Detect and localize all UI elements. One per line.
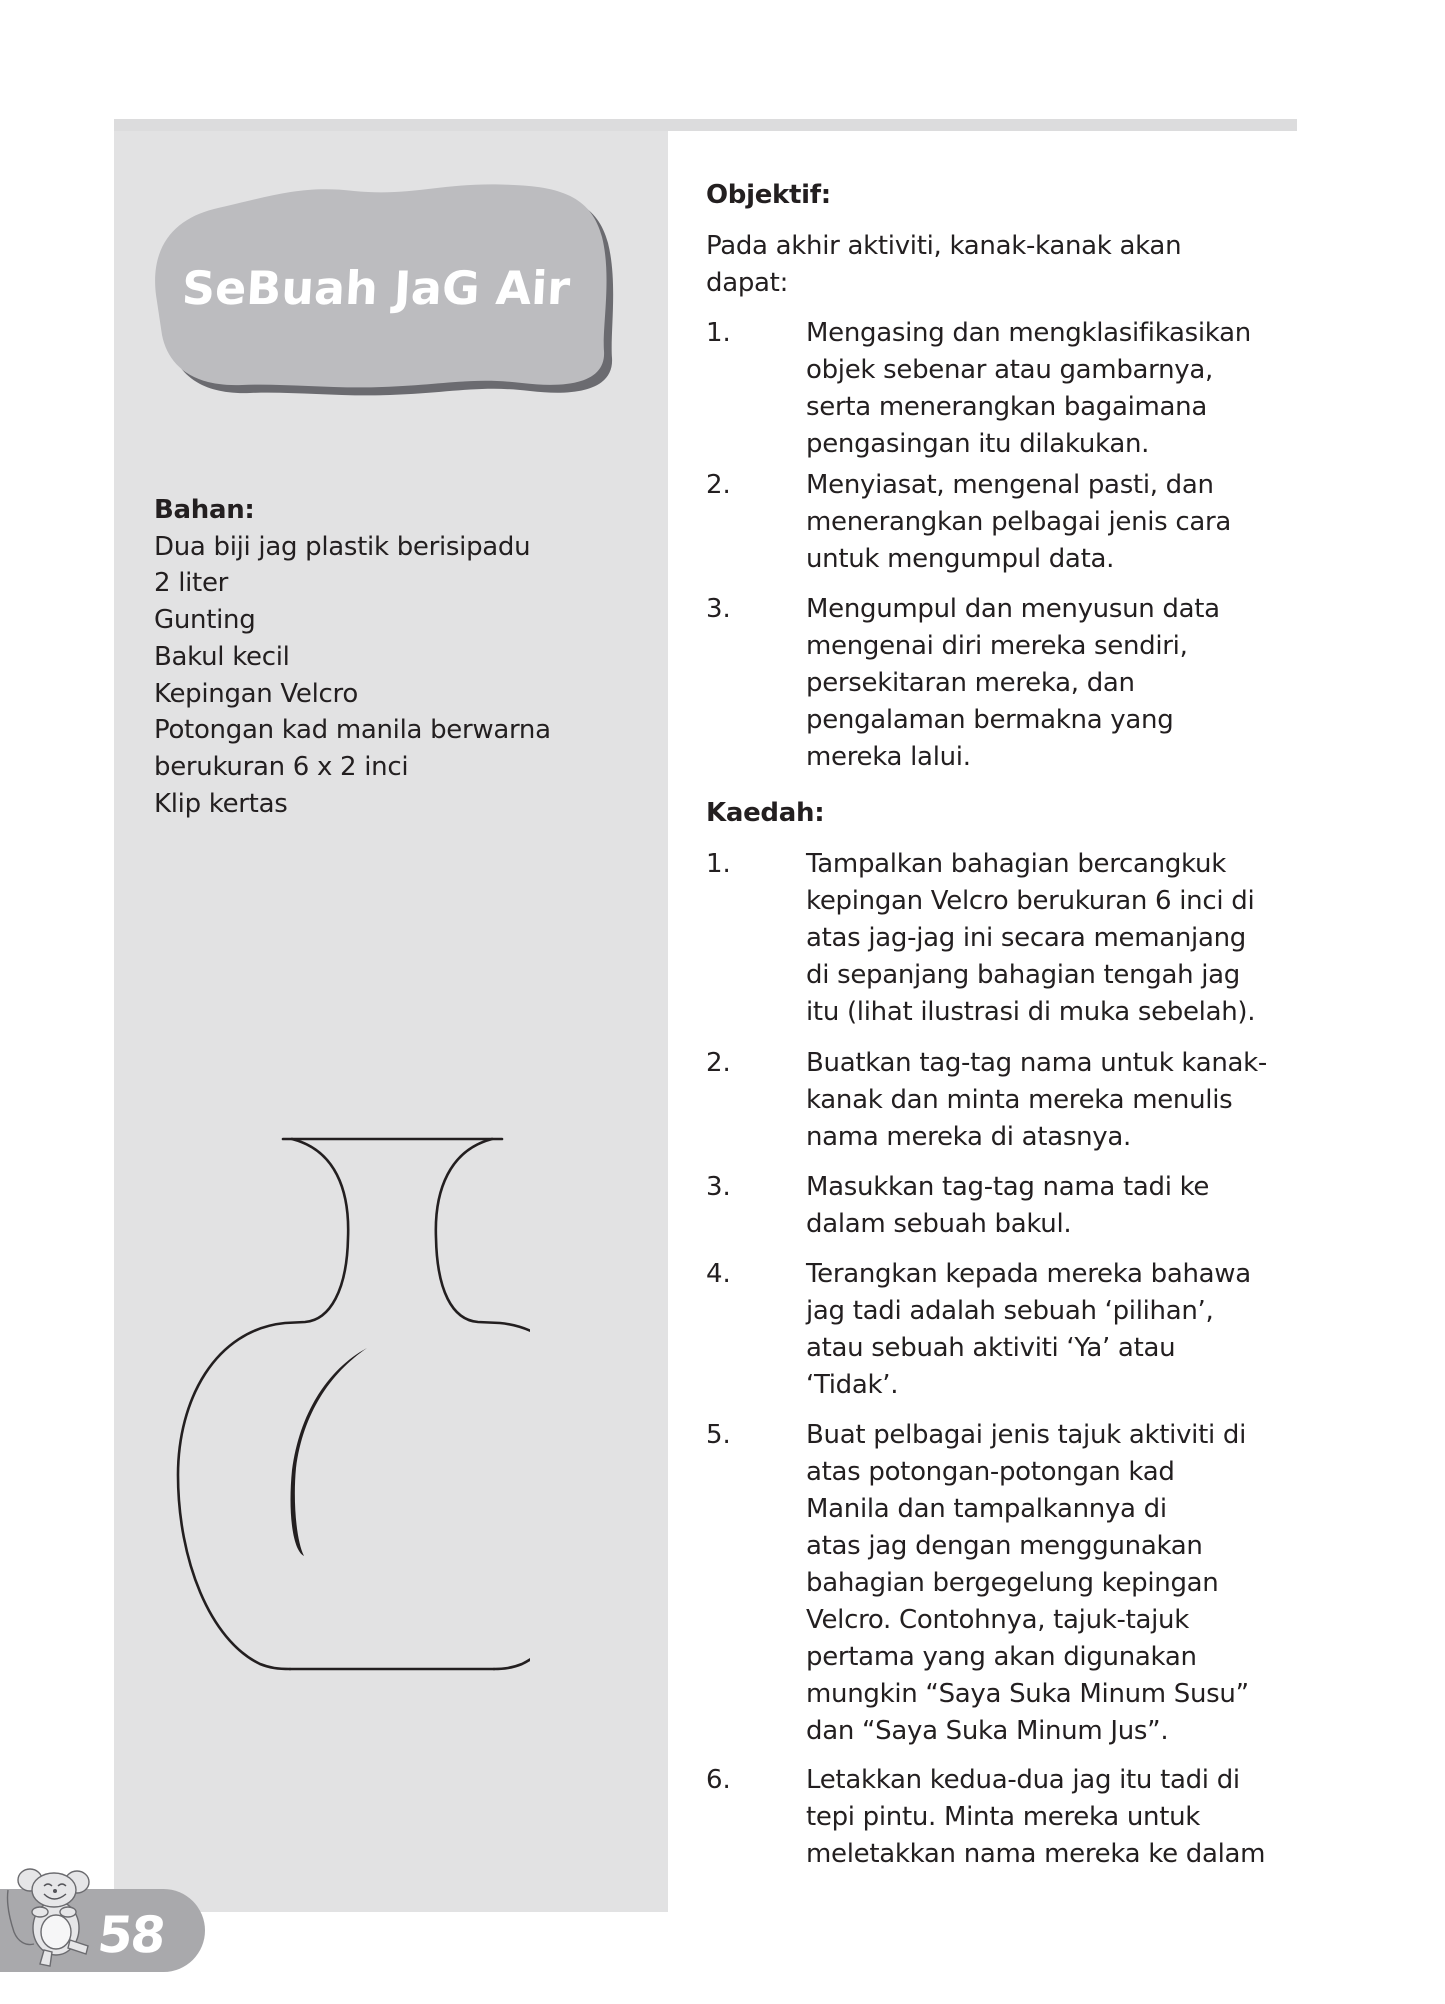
method-line: Tampalkan bahagian bercangkuk bbox=[806, 849, 1226, 879]
activity-title: SeBuah JaG Air bbox=[180, 261, 572, 315]
materials-line: berukuran 6 x 2 inci bbox=[154, 751, 409, 782]
method-line: itu (lihat ilustrasi di muka sebelah). bbox=[806, 997, 1256, 1027]
page-number: 58 bbox=[94, 1906, 167, 1964]
method-line: jag tadi adalah sebuah ‘pilihan’, bbox=[806, 1296, 1214, 1326]
method-number: 2. bbox=[706, 1048, 731, 1078]
objective-line: Menyiasat, mengenal pasti, dan bbox=[806, 470, 1214, 500]
method-number: 6. bbox=[706, 1765, 731, 1795]
method-number: 3. bbox=[706, 1172, 731, 1202]
method-number: 4. bbox=[706, 1259, 731, 1289]
method-line: kanak dan minta mereka menulis bbox=[806, 1085, 1233, 1115]
method-line: pertama yang akan digunakan bbox=[806, 1642, 1197, 1672]
objective-line: mengenai diri mereka sendiri, bbox=[806, 631, 1188, 661]
materials-line: Gunting bbox=[154, 605, 256, 636]
method-line: Buatkan tag-tag nama untuk kanak- bbox=[806, 1048, 1267, 1078]
method-line: Terangkan kepada mereka bahawa bbox=[806, 1259, 1251, 1289]
objectives-intro bbox=[706, 228, 1181, 302]
objective-line: Mengumpul dan menyusun data bbox=[806, 594, 1220, 624]
water-jug-illustration bbox=[170, 1130, 530, 1690]
objective-number: 2. bbox=[706, 470, 731, 500]
materials-heading: Bahan: bbox=[154, 495, 255, 525]
method-number: 5. bbox=[706, 1420, 731, 1450]
objective-line: pengalaman bermakna yang bbox=[806, 705, 1174, 735]
materials-line: Klip kertas bbox=[154, 788, 288, 819]
objective-line: mereka lalui. bbox=[806, 742, 971, 772]
mouse-tail bbox=[7, 1890, 34, 1945]
method-line: di sepanjang bahagian tengah jag bbox=[806, 960, 1241, 990]
method-number: 1. bbox=[706, 849, 731, 879]
method-line: Velcro. Contohnya, tajuk-tajuk bbox=[806, 1605, 1189, 1635]
objective-line: serta menerangkan bagaimana bbox=[806, 392, 1207, 422]
objective-number: 1. bbox=[706, 318, 731, 348]
mouse-hand-right bbox=[60, 1907, 76, 1917]
objectives-intro-line: dapat: bbox=[706, 268, 789, 298]
objective-line: objek sebenar atau gambarnya, bbox=[806, 355, 1213, 385]
mouse-hand-left bbox=[32, 1907, 48, 1917]
mouse-belly bbox=[41, 1915, 71, 1949]
method-line: dan “Saya Suka Minum Jus”. bbox=[806, 1716, 1169, 1746]
materials-line: 2 liter bbox=[154, 568, 229, 599]
title-banner bbox=[150, 183, 628, 401]
objective-line: Mengasing dan mengklasifikasikan bbox=[806, 318, 1251, 348]
method-line: Letakkan kedua-dua jag itu tadi di bbox=[806, 1765, 1240, 1795]
method-line: Manila dan tampalkannya di bbox=[806, 1494, 1167, 1524]
mouse-mascot-icon bbox=[0, 1860, 100, 1970]
method-line: ‘Tidak’. bbox=[806, 1370, 899, 1400]
mouse-nose bbox=[53, 1889, 57, 1893]
method-line: tepi pintu. Minta mereka untuk bbox=[806, 1802, 1201, 1832]
mouse-leg-left bbox=[40, 1950, 52, 1966]
method-heading: Kaedah: bbox=[706, 798, 825, 828]
method-line: atau sebuah aktiviti ‘Ya’ atau bbox=[806, 1333, 1176, 1363]
jug-outline-right bbox=[436, 1139, 530, 1669]
method-line: atas jag dengan menggunakan bbox=[806, 1531, 1203, 1561]
objective-line: untuk mengumpul data. bbox=[806, 544, 1115, 574]
objectives-heading: Objektif: bbox=[706, 180, 831, 210]
jug-outline-left bbox=[178, 1139, 348, 1669]
method-line: nama mereka di atasnya. bbox=[806, 1122, 1131, 1152]
method-line: mungkin “Saya Suka Minum Susu” bbox=[806, 1679, 1249, 1709]
objectives-intro-line: Pada akhir aktiviti, kanak-kanak akan bbox=[706, 231, 1182, 261]
materials-line: Dua biji jag plastik berisipadu bbox=[154, 531, 531, 562]
top-decorative-bar bbox=[114, 119, 1297, 131]
method-line: dalam sebuah bakul. bbox=[806, 1209, 1072, 1239]
materials-line: Potongan kad manila berwarna bbox=[154, 715, 551, 746]
method-line: atas jag-jag ini secara memanjang bbox=[806, 923, 1246, 953]
jug-highlight-curve bbox=[291, 1348, 368, 1556]
objective-number: 3. bbox=[706, 594, 731, 624]
method-line: atas potongan-potongan kad bbox=[806, 1457, 1175, 1487]
method-line: Masukkan tag-tag nama tadi ke bbox=[806, 1172, 1210, 1202]
method-line: kepingan Velcro berukuran 6 inci di bbox=[806, 886, 1255, 916]
materials-section bbox=[154, 492, 551, 822]
objective-line: menerangkan pelbagai jenis cara bbox=[806, 507, 1232, 537]
method-line: Buat pelbagai jenis tajuk aktiviti di bbox=[806, 1420, 1247, 1450]
method-line: meletakkan nama mereka ke dalam bbox=[806, 1839, 1266, 1869]
method-line: bahagian bergegelung kepingan bbox=[806, 1568, 1219, 1598]
materials-line: Kepingan Velcro bbox=[154, 678, 358, 709]
objective-line: persekitaran mereka, dan bbox=[806, 668, 1135, 698]
objective-line: pengasingan itu dilakukan. bbox=[806, 429, 1150, 459]
materials-line: Bakul kecil bbox=[154, 641, 290, 672]
mouse-leg-right bbox=[68, 1940, 88, 1954]
